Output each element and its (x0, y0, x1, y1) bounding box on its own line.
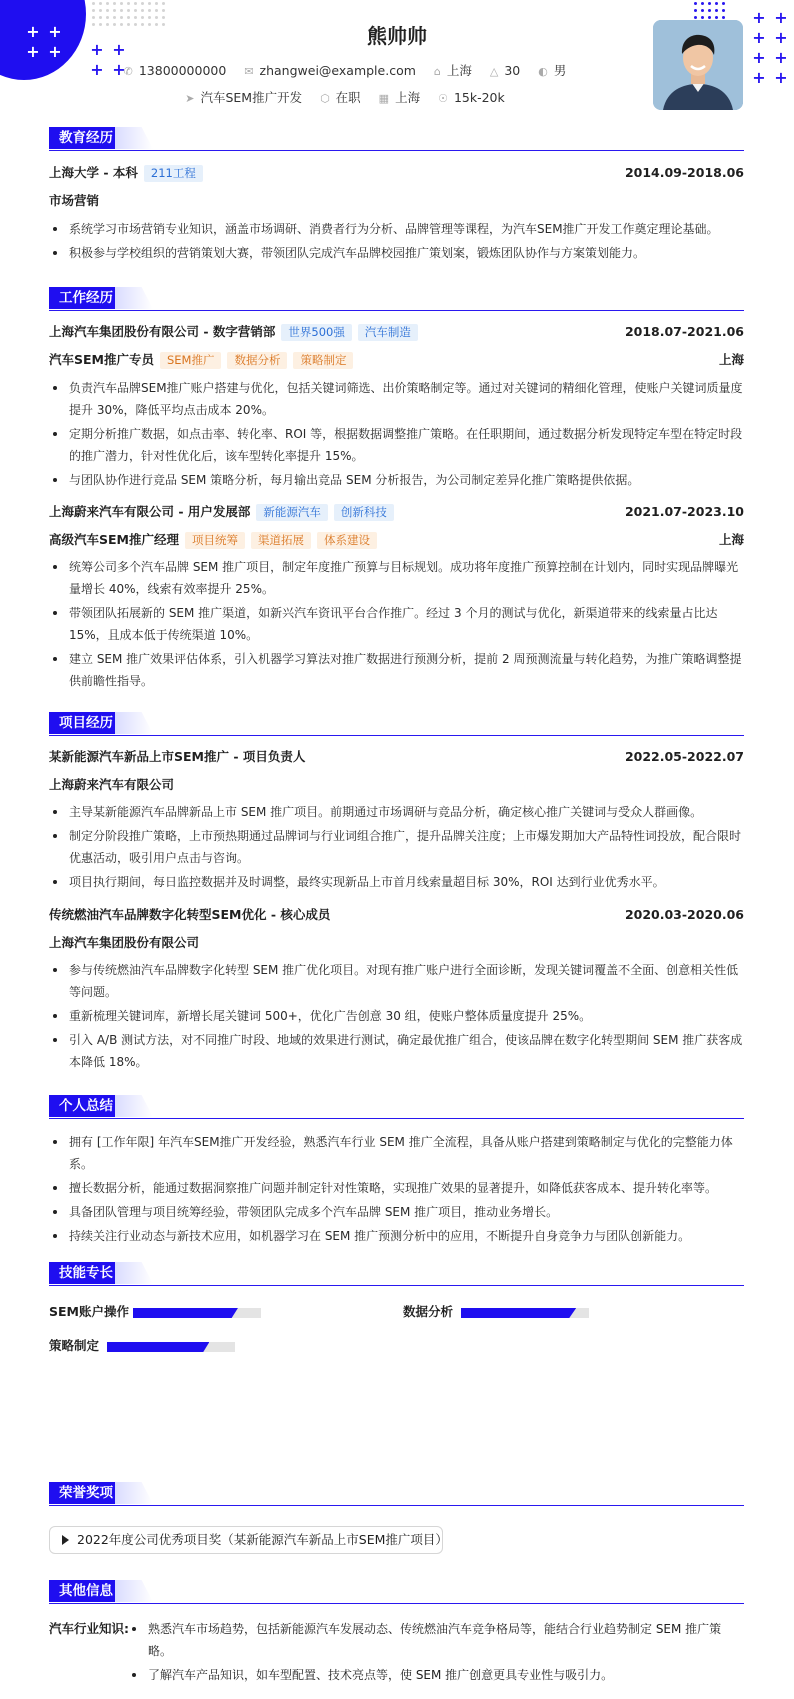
project-org-row (49, 933, 744, 953)
skill-level-bar (107, 1342, 235, 1352)
section-divider (49, 150, 744, 151)
job-location: 上海 (718, 532, 744, 547)
decorative-dot (92, 16, 95, 19)
company-name: 上海蔚来汽车有限公司 - 用户发展部 (49, 504, 251, 519)
position-tag: 体系建设 (317, 532, 377, 549)
skill-item (403, 1302, 453, 1322)
decorative-dot (134, 2, 137, 5)
project-details (49, 801, 744, 893)
list-item: 统筹公司多个汽车品牌 SEM 推广项目，制定年度推广预算与目标规划。成功将年度推广预算控制在计划内，同时实现品牌曝光量增长 40%，线索有效率提升 25%。 (49, 556, 744, 600)
education-period: 2014.09-2018.06 (624, 165, 744, 180)
job-details (49, 556, 744, 692)
section-divider (49, 1603, 744, 1604)
section-title-work (49, 287, 744, 309)
position-tag: 项目统筹 (185, 532, 245, 549)
heading-decoration (115, 712, 153, 734)
list-item: 熟悉汽车市场趋势，包括新能源汽车发展动态、传统燃油汽车竞争格局等，能结合行业趋势制定 SEM 推广策略。 (124, 1618, 744, 1662)
heading-decoration (115, 1262, 153, 1284)
decorative-dot (155, 16, 158, 19)
section-divider (49, 1505, 744, 1506)
decorative-plus-pattern: + + + + + + + + (752, 8, 788, 87)
decorative-dot (722, 2, 725, 5)
list-item: 重新梳理关键词库，新增长尾关键词 500+，优化广告创意 30 组，使账户整体质量度提升 25%。 (49, 1005, 744, 1027)
job-location: 上海 (718, 352, 744, 367)
list-item: 持续关注行业动态与新技术应用，如机器学习在 SEM 推广预测分析中的应用，不断提升自身竞争力与团队创新能力。 (49, 1225, 744, 1247)
project-org: 上海汽车集团股份有限公司 (49, 935, 200, 950)
award-item[interactable] (49, 1526, 448, 1554)
decorative-dot (701, 16, 704, 19)
list-item: 引入 A/B 测试方法，对不同推广时段、地域的效果进行测试，确定最优推广组合，使该品牌在数字化转型期间 SEM 推广获客成本降低 18%。 (49, 1029, 744, 1073)
list-item: 制定分阶段推广策略，上市预热期通过品牌词与行业词组合推广，提升品牌关注度；上市爆发期加大产品特性词投放，配合限时优惠活动，吸引用户点击与咨询。 (49, 825, 744, 869)
skill-level-fill (461, 1308, 576, 1318)
other-info-label: 汽车行业知识: (49, 1621, 129, 1636)
list-item: 积极参与学校组织的营销策划大赛，带领团队完成汽车品牌校园推广策划案，锻炼团队协作与方案策划能力。 (49, 242, 744, 264)
decorative-dot (148, 16, 151, 19)
decorative-dot (141, 16, 144, 19)
award-text: 2022年度公司优秀项目奖（某新能源汽车新品上市SEM推广项目） (77, 1532, 448, 1547)
gender-icon: ◐ (538, 65, 548, 78)
company-name: 上海汽车集团股份有限公司 - 数字营销部 (49, 324, 276, 339)
list-item: 擅长数据分析，能通过数据洞察推广问题并制定针对性策略，实现推广效果的显著提升，如降低获客成本、提升转化率等。 (49, 1177, 744, 1199)
decorative-dot (722, 16, 725, 19)
decorative-dot (694, 9, 697, 12)
decorative-dot (120, 9, 123, 12)
section-heading: 项目经历 (49, 712, 123, 734)
phone-icon: ✆ (123, 65, 133, 78)
list-item: 带领团队拓展新的 SEM 推广渠道，如新兴汽车资讯平台合作推广。经过 3 个月的测试与优化，新渠道带来的线索量占比达 15%，且成本低于传统渠道 10%。 (49, 602, 744, 646)
job-position-row (49, 530, 744, 550)
section-title-awards (49, 1482, 744, 1504)
major: 市场营销 (49, 193, 100, 208)
skill-name: 数据分析 (403, 1304, 454, 1319)
decorative-dot (148, 2, 151, 5)
section-divider (49, 1285, 744, 1286)
job-details (49, 377, 744, 491)
heading-decoration (115, 1580, 153, 1602)
list-item: 建立 SEM 推广效果评估体系，引入机器学习算法对推广数据进行预测分析，提前 2 周预测流量与转化趋势，为推广策略调整提供前瞻性指导。 (49, 648, 744, 692)
decorative-dot (708, 9, 711, 12)
decorative-dot (106, 16, 109, 19)
list-item: 具备团队管理与项目统筹经验，带领团队完成多个汽车品牌 SEM 推广项目，推动业务增长。 (49, 1201, 744, 1223)
job-period: 2021.07-2023.10 (624, 504, 744, 519)
section-heading: 教育经历 (49, 127, 123, 149)
section-title-other (49, 1580, 744, 1602)
decorative-dot (99, 9, 102, 12)
decorative-plus-pattern: + + + + (90, 40, 126, 79)
decorative-dot (708, 16, 711, 19)
decorative-dot (113, 16, 116, 19)
list-item: 项目执行期间，每日监控数据并及时调整，最终实现新品上市首月线索量超目标 30%，ROI 达到行业优秀水平。 (49, 871, 744, 893)
candidate-name: 熊帅帅 (367, 24, 427, 48)
decorative-dot (106, 9, 109, 12)
decorative-dot (127, 16, 130, 19)
city: 上海 (446, 63, 472, 78)
section-heading: 技能专长 (49, 1262, 123, 1284)
project-details (49, 959, 744, 1073)
job-position: 汽车SEM推广专员 (49, 352, 154, 367)
list-item: 负责汽车品牌SEM推广账户搭建与优化，包括关键词筛选、出价策略制定等。通过对关键词的精细化管理，使账户关键词质量度提升 30%，降低平均点击成本 20%。 (49, 377, 744, 421)
project-period: 2022.05-2022.07 (624, 749, 744, 764)
list-item: 拥有 [工作年限] 年汽车SEM推广开发经验，熟悉汽车行业 SEM 推广全流程，具备从账户搭建到策略制定与优化的完整能力体系。 (49, 1131, 744, 1175)
project-name: 某新能源汽车新品上市SEM推广 - 项目负责人 (49, 749, 306, 764)
send-icon: ➤ (185, 92, 195, 105)
decorative-dot (155, 2, 158, 5)
decorative-dot (92, 2, 95, 5)
decorative-dot (106, 2, 109, 5)
education-major (49, 191, 744, 211)
building-icon: ▦ (378, 92, 390, 105)
heading-decoration (115, 1095, 153, 1117)
education-header (49, 163, 744, 183)
decorative-dot (694, 2, 697, 5)
decorative-dot (92, 9, 95, 12)
decorative-dot (127, 2, 130, 5)
section-heading: 工作经历 (49, 287, 123, 309)
decorative-dot (113, 9, 116, 12)
job-intent-row (0, 88, 690, 106)
decorative-dot (162, 9, 165, 12)
section-heading: 其他信息 (49, 1580, 123, 1602)
project-org: 上海蔚来汽车有限公司 (49, 777, 175, 792)
phone-number: 13800000000 (138, 63, 227, 78)
position-tag: 策略制定 (293, 352, 353, 369)
summary-list (49, 1131, 744, 1247)
decorative-dot (141, 2, 144, 5)
list-item: 主导某新能源汽车品牌新品上市 SEM 推广项目。前期通过市场调研与竞品分析，确定核心推广关键词与受众人群画像。 (49, 801, 744, 823)
decorative-dot (155, 9, 158, 12)
skill-item (49, 1336, 99, 1356)
decorative-dot (715, 2, 718, 5)
section-heading: 荣誉奖项 (49, 1482, 123, 1504)
company-tag: 新能源汽车 (256, 504, 328, 521)
caret-right-icon (62, 1535, 69, 1545)
list-item: 了解汽车产品知识，如车型配置、技术亮点等，使 SEM 推广创意更具专业性与吸引力。 (124, 1664, 744, 1686)
decorative-dot (120, 2, 123, 5)
skill-name: SEM账户操作 (49, 1304, 129, 1319)
section-title-education (49, 127, 744, 149)
section-heading: 个人总结 (49, 1095, 123, 1117)
decorative-dot (134, 9, 137, 12)
list-item: 参与传统燃油汽车品牌数字化转型 SEM 推广优化项目。对现有推广账户进行全面诊断，发现关键词覆盖不全面、创意相关性低等问题。 (49, 959, 744, 1003)
decorative-plus-pattern: + + + + (26, 22, 62, 61)
company-tag: 创新科技 (334, 504, 394, 521)
skill-item (49, 1302, 129, 1322)
project-header (49, 905, 744, 925)
project-header (49, 747, 744, 767)
decorative-dot (694, 16, 697, 19)
heading-decoration (115, 1482, 153, 1504)
decorative-dot (99, 2, 102, 5)
section-title-summary (49, 1095, 744, 1117)
position-tag: 渠道拓展 (251, 532, 311, 549)
section-title-projects (49, 712, 744, 734)
job-period: 2018.07-2021.06 (624, 324, 744, 339)
education-details (49, 218, 744, 264)
section-divider (49, 735, 744, 736)
section-divider (49, 310, 744, 311)
project-name: 传统燃油汽车品牌数字化转型SEM优化 - 核心成员 (49, 907, 331, 922)
decorative-dot (715, 9, 718, 12)
school-tag: 211工程 (144, 165, 203, 182)
email-address: zhangwei@example.com (259, 63, 416, 78)
decorative-dot (99, 16, 102, 19)
mail-icon: ✉ (244, 65, 254, 78)
target-job: 汽车SEM推广开发 (200, 90, 303, 105)
avatar (653, 20, 743, 110)
age: 30 (504, 63, 521, 78)
decorative-dot (701, 9, 704, 12)
skill-level-fill (133, 1308, 238, 1318)
decorative-dot (162, 2, 165, 5)
skill-level-bar (461, 1308, 589, 1318)
company-tag: 汽车制造 (358, 324, 418, 341)
cake-icon: △ (489, 65, 499, 78)
employment-status: 在职 (335, 90, 361, 105)
contact-info-row (0, 61, 690, 79)
decorative-dot (708, 2, 711, 5)
school-name: 上海大学 - 本科 (49, 165, 138, 180)
job-header (49, 322, 744, 342)
target-city: 上海 (395, 90, 421, 105)
decorative-dot (162, 16, 165, 19)
heading-decoration (115, 127, 153, 149)
list-item: 与团队协作进行竞品 SEM 策略分析，每月输出竞品 SEM 分析报告，为公司制定差异化推广策略提供依据。 (49, 469, 744, 491)
list-item: 系统学习市场营销专业知识，涵盖市场调研、消费者行为分析、品牌管理等课程，为汽车SEM推广开发工作奠定理论基础。 (49, 218, 744, 240)
list-item: 定期分析推广数据，如点击率、转化率、ROI 等，根据数据调整推广策略。在任职期间，通过数据分析发现特定车型在特定时段的推广潜力，针对性优化后，该车型转化率提升 15%。 (49, 423, 744, 467)
project-period: 2020.03-2020.06 (624, 907, 744, 922)
skill-name: 策略制定 (49, 1338, 100, 1353)
decorative-dot (148, 9, 151, 12)
skill-level-fill (107, 1342, 209, 1352)
gender: 男 (553, 63, 567, 78)
skill-level-bar (133, 1308, 261, 1318)
money-icon: ☉ (438, 92, 448, 105)
other-info-list (124, 1618, 744, 1686)
decorative-dot (701, 2, 704, 5)
decorative-dot (134, 16, 137, 19)
position-tag: SEM推广 (160, 352, 222, 369)
position-tag: 数据分析 (227, 352, 287, 369)
home-icon: ⌂ (433, 65, 441, 78)
decorative-dot (722, 9, 725, 12)
company-tag: 世界500强 (281, 324, 351, 341)
section-divider (49, 1118, 744, 1119)
expected-salary: 15k-20k (453, 90, 505, 105)
job-position: 高级汽车SEM推广经理 (49, 532, 179, 547)
decorative-dot (120, 16, 123, 19)
decorative-dot (113, 2, 116, 5)
section-title-skills (49, 1262, 744, 1284)
status-icon: ⬡ (320, 92, 330, 105)
heading-decoration (115, 287, 153, 309)
decorative-dot (141, 9, 144, 12)
decorative-dot (715, 16, 718, 19)
job-header (49, 502, 744, 522)
project-org-row (49, 775, 744, 795)
job-position-row (49, 350, 744, 370)
decorative-dot (127, 9, 130, 12)
